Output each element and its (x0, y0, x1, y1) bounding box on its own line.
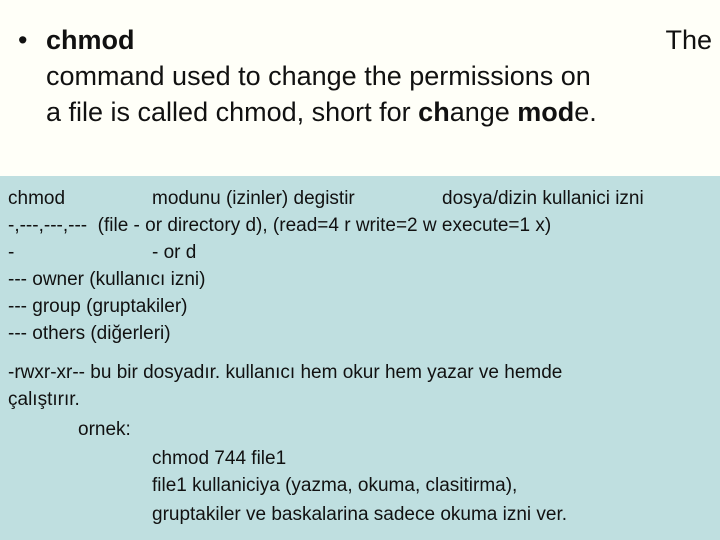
row4-owner: --- owner (kullanıcı izni) (8, 269, 206, 290)
row7-example-explanation: -rwxr-xr-- bu bir dosyadır. kullanıcı hem okur hem yazar ve hemde (8, 362, 563, 383)
row2-permission-format: -,---,---,--- (file - or directory d), (read=4 r write=2 w execute=1 x) (8, 215, 552, 236)
chmod-notes-panel (0, 176, 720, 540)
row11-example-result: file1 kullaniciya (yazma, okuma, clasitirma), (152, 475, 518, 496)
row1-permission-label: dosya/dizin kullanici izni (442, 188, 644, 209)
row9-example-label: ornek: (78, 419, 131, 440)
bullet-marker: • (18, 25, 28, 55)
line3-text-d: e. (574, 97, 597, 127)
row3-dash: - (8, 242, 15, 263)
line3-text-c: ange (449, 97, 518, 127)
row8-continuation: çalıştırır. (8, 389, 80, 410)
term-chmod: chmod (46, 25, 135, 55)
bullet-line-2: command used to change the permissions on (46, 61, 591, 91)
line3-bold-mod: mod (517, 97, 575, 127)
row5-group: --- group (gruptakiler) (8, 296, 188, 317)
row6-others: --- others (diğerleri) (8, 323, 171, 344)
line3-text-a: a file is called chmod, short for (46, 97, 419, 127)
bullet-text (46, 22, 712, 130)
row1-description: modunu (izinler) degistir (152, 188, 355, 209)
bullet-line-1 (46, 22, 712, 58)
row10-example-command: chmod 744 file1 (152, 448, 287, 469)
row1-command: chmod (8, 188, 66, 209)
the-word: The (665, 25, 712, 55)
line3-bold-ch: ch (418, 97, 450, 127)
row12-example-result: gruptakiler ve baskalarina sadece okuma izni ver. (152, 504, 568, 525)
bullet-line-3 (46, 94, 712, 130)
row3-type: - or d (152, 242, 197, 263)
